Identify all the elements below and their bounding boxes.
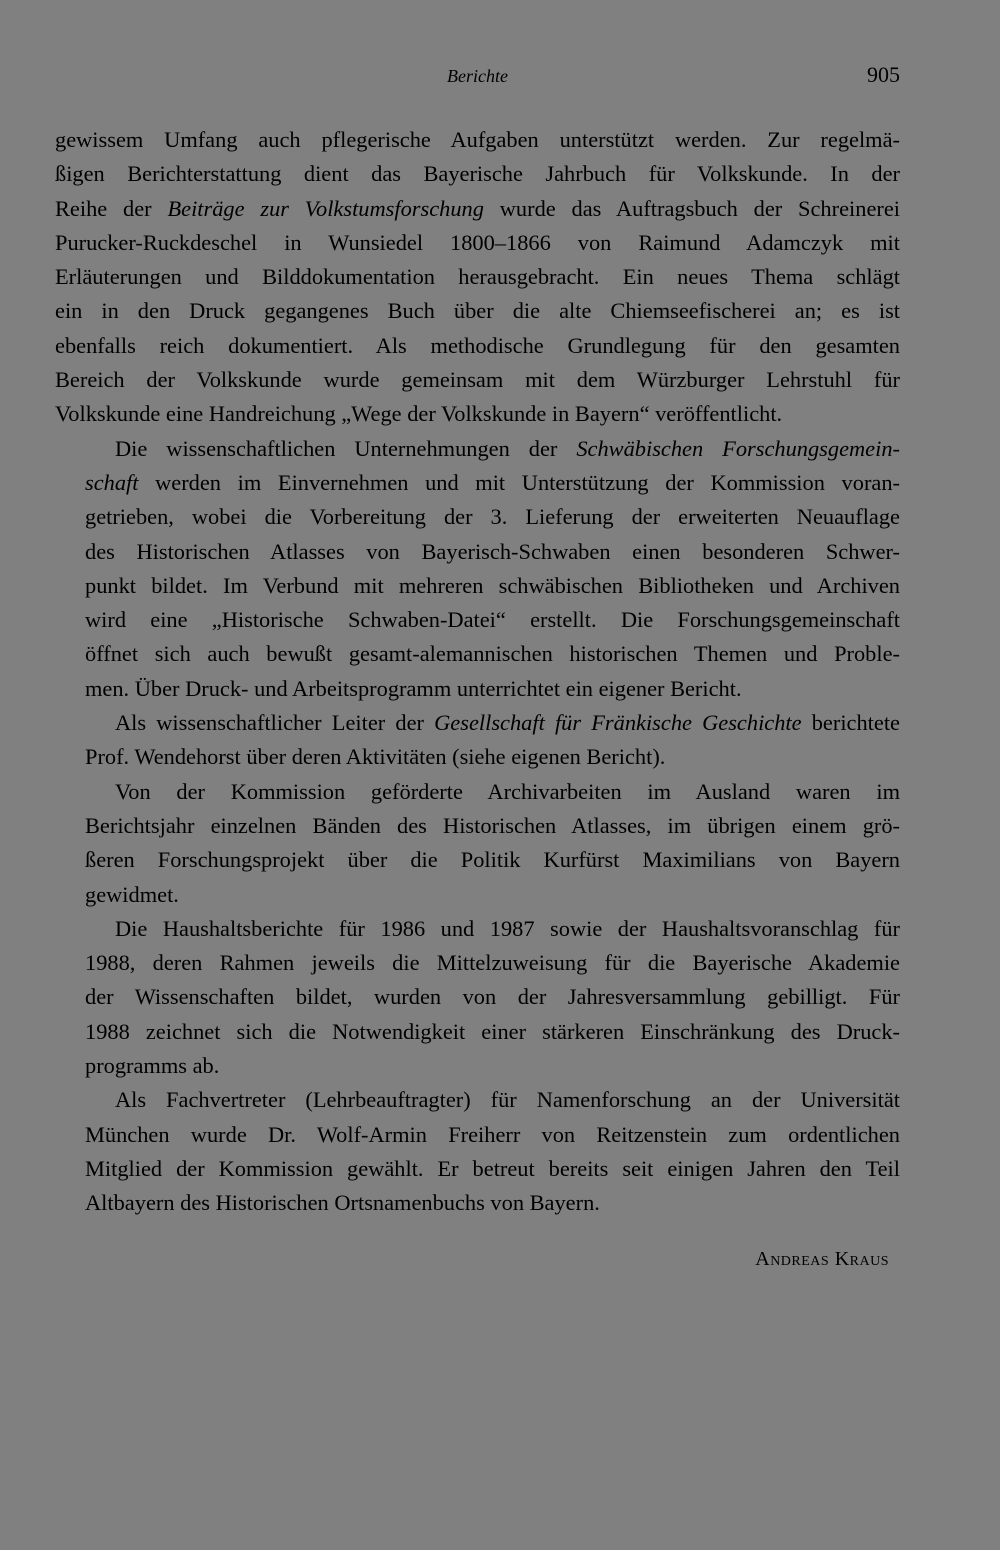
text-run: 1988, deren Rahmen jeweils die Mittelzuweisung für die Bayerische Akademie	[85, 950, 900, 976]
text-run: programms ab.	[85, 1053, 220, 1079]
text-run: wird eine „Historische Schwaben-Datei“ erstellt. Die Forschungsgemeinschaft	[85, 607, 900, 633]
paragraph	[55, 912, 900, 1083]
text-line	[55, 329, 900, 363]
text-line	[55, 260, 900, 294]
text-line	[55, 775, 900, 809]
italic-title: schaft	[85, 469, 139, 495]
text-line	[55, 980, 900, 1014]
body-text	[55, 123, 900, 1221]
text-run: Volkskunde eine Handreichung „Wege der Volkskunde in Bayern“ veröffentlicht.	[55, 401, 783, 427]
text-line	[55, 500, 900, 534]
text-line	[55, 192, 900, 226]
text-run: gewidmet.	[85, 881, 179, 907]
text-run: wurde das Auftragsbuch der Schreinerei	[483, 195, 900, 221]
paragraph	[55, 432, 900, 706]
text-run: der Wissenschaften bildet, wurden von der Jahresversammlung gebilligt. Für	[85, 984, 900, 1010]
text-run: ßeren Forschungsprojekt über die Politik Kurfürst Maximilians von Bayern	[85, 847, 900, 873]
text-line	[55, 1186, 900, 1220]
text-line	[55, 432, 900, 466]
text-line	[55, 123, 900, 157]
text-line	[55, 706, 900, 740]
text-run: Von der Kommission geförderte Archivarbeiten im Ausland waren im	[115, 778, 900, 804]
text-run: punkt bildet. Im Verbund mit mehreren schwäbischen Bibliotheken und Archiven	[85, 572, 900, 598]
running-title: Berichte	[447, 66, 508, 86]
text-run: werden im Einvernehmen und mit Unterstützung der Kommission voran-	[138, 469, 900, 495]
text-line	[55, 672, 900, 706]
text-line	[55, 1152, 900, 1186]
text-run: Prof. Wendehorst über deren Aktivitäten (siehe eigenen Bericht).	[85, 744, 666, 770]
text-line	[55, 294, 900, 328]
text-run: Die Haushaltsberichte für 1986 und 1987 sowie der Haushaltsvoranschlag für	[115, 915, 900, 941]
text-line	[55, 809, 900, 843]
text-line	[55, 878, 900, 912]
italic-title: Beiträge zur Volkstumsforschung	[167, 195, 484, 221]
text-line	[55, 363, 900, 397]
text-run: Mitglied der Kommission gewählt. Er betreut bereits seit einigen Jahren den Teil	[85, 1155, 900, 1181]
text-line	[55, 1083, 900, 1117]
text-run: Purucker-Ruckdeschel in Wunsiedel 1800–1866 von Raimund Adamczyk mit	[55, 229, 900, 255]
paragraph	[55, 1083, 900, 1220]
text-line	[55, 226, 900, 260]
text-run: Altbayern des Historischen Ortsnamenbuchs von Bayern.	[85, 1190, 600, 1216]
text-line	[55, 466, 900, 500]
text-line	[55, 397, 900, 431]
running-header	[55, 62, 900, 92]
text-run: berichtete	[801, 710, 900, 736]
text-line	[55, 843, 900, 877]
text-run: 1988 zeichnet sich die Notwendigkeit einer stärkeren Einschränkung des Druck-	[85, 1018, 900, 1044]
text-line	[55, 637, 900, 671]
text-line	[55, 1049, 900, 1083]
page-number: 905	[867, 62, 900, 87]
text-run: getrieben, wobei die Vorbereitung der 3. Lieferung der erweiterten Neuauflage	[85, 504, 900, 530]
text-run: München wurde Dr. Wolf-Armin Freiherr von Reitzenstein zum ordentlichen	[85, 1121, 900, 1147]
text-run: Als Fachvertreter (Lehrbeauftragter) für Namenforschung an der Universität	[115, 1087, 900, 1113]
text-line	[55, 1015, 900, 1049]
text-line	[55, 912, 900, 946]
text-line	[55, 946, 900, 980]
text-run: men. Über Druck- und Arbeitsprogramm unterrichtet ein eigener Bericht.	[85, 675, 742, 701]
text-line	[55, 740, 900, 774]
text-run: ein in den Druck gegangenes Buch über die alte Chiemseefischerei an; es ist	[55, 298, 900, 324]
paragraph	[55, 775, 900, 912]
author-signature: Andreas Kraus	[755, 1248, 889, 1270]
text-run: Erläuterungen und Bilddokumentation herausgebracht. Ein neues Thema schlägt	[55, 264, 900, 290]
text-run: Reihe der	[55, 195, 168, 221]
text-run: ebenfalls reich dokumentiert. Als methodische Grundlegung für den gesamten	[55, 332, 900, 358]
text-run: des Historischen Atlasses von Bayerisch-Schwaben einen besonderen Schwer-	[85, 538, 900, 564]
text-run: Als wissenschaftlicher Leiter der	[115, 710, 435, 736]
text-run: gewissem Umfang auch pflegerische Aufgaben unterstützt werden. Zur regelmä-	[55, 127, 900, 152]
text-line	[55, 603, 900, 637]
paragraph	[55, 123, 900, 432]
text-run: Bereich der Volkskunde wurde gemeinsam mit dem Würzburger Lehrstuhl für	[55, 367, 900, 393]
text-line	[55, 569, 900, 603]
text-run: Die wissenschaftlichen Unternehmungen der	[115, 435, 577, 461]
text-run: öffnet sich auch bewußt gesamt-alemannischen historischen Themen und Proble-	[85, 641, 900, 667]
text-line	[55, 1118, 900, 1152]
text-line	[55, 535, 900, 569]
paragraph	[55, 706, 900, 775]
italic-title: Gesellschaft für Fränkische Geschichte	[434, 710, 802, 736]
text-line	[55, 157, 900, 191]
text-run: Berichtsjahr einzelnen Bänden des Historischen Atlasses, im übrigen einem grö-	[85, 812, 900, 838]
text-run: ßigen Berichterstattung dient das Bayerische Jahrbuch für Volkskunde. In der	[55, 161, 900, 187]
italic-title: Schwäbischen Forschungsgemein-	[576, 435, 900, 461]
